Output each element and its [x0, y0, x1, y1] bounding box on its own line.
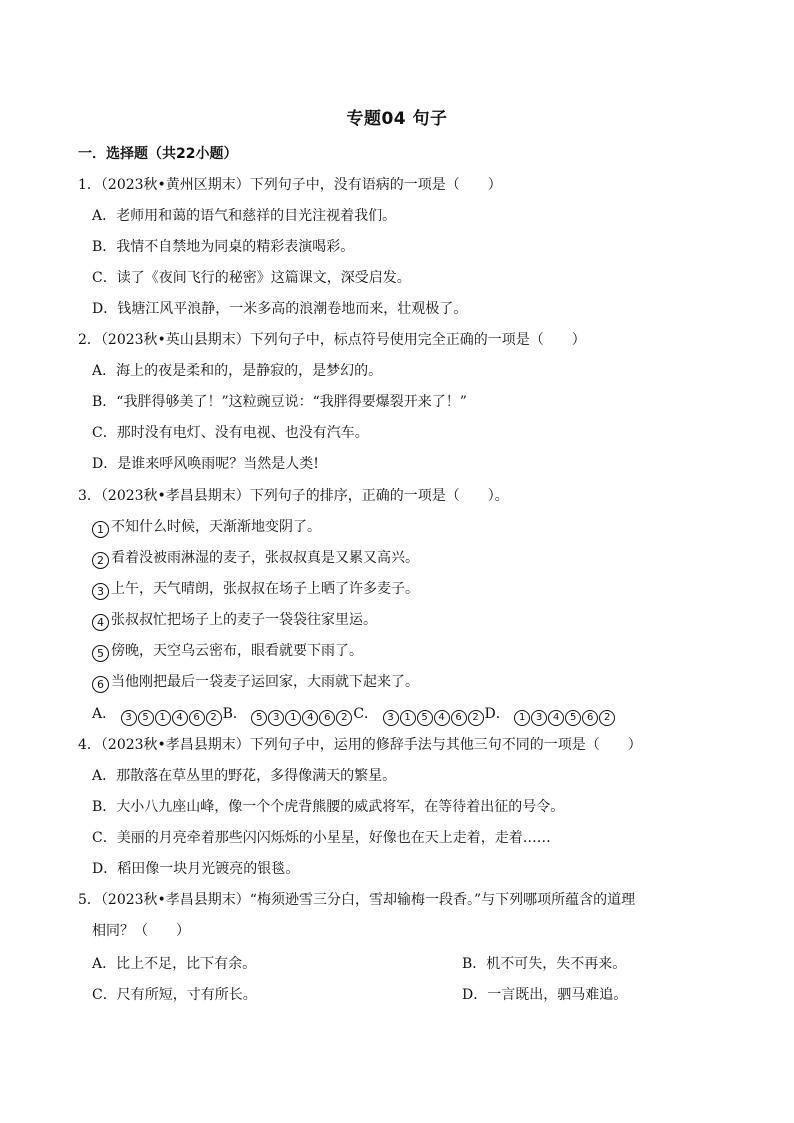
question-3-sentence-5 — [92, 641, 752, 662]
choice-label: D． — [484, 706, 510, 722]
circled-number: 1 — [285, 710, 301, 726]
circled-number: 3 — [268, 710, 284, 726]
question-5-options-row-2 — [92, 985, 752, 1005]
circled-number: 6 — [92, 676, 109, 693]
circled-number: 2 — [599, 710, 615, 726]
sentence-text: 上午，天气晴朗，张叔叔在场子上晒了许多麦子。 — [111, 581, 419, 597]
document-title: 专题04 句子 — [346, 109, 448, 129]
sentence-text: 不知什么时候，天渐渐地变阴了。 — [111, 519, 321, 535]
choice-label: A． — [92, 706, 117, 722]
choice-d — [485, 706, 617, 722]
circled-number: 2 — [206, 710, 222, 726]
question-3-sentence-6 — [92, 672, 752, 693]
circled-number: 5 — [92, 645, 109, 662]
section-heading: 一．选择题（共22小题） — [78, 146, 238, 162]
question-2-option-c: C．那时没有电灯、没有电视、也没有汽车。 — [92, 425, 369, 441]
circled-number: 6 — [189, 710, 205, 726]
circled-number: 5 — [138, 710, 154, 726]
question-1-stem: 1．（2023秋•黄州区期末）下列句子中，没有语病的一项是（ ） — [78, 177, 502, 193]
question-1-option-d: D．钱塘江风平浪静，一米多高的浪潮卷地而来，壮观极了。 — [92, 301, 468, 317]
question-1-option-c: C．读了《夜间飞行的秘密》这篇课文，深受启发。 — [92, 270, 411, 286]
circled-number: 4 — [172, 710, 188, 726]
circled-number: 1 — [92, 521, 109, 538]
question-4-option-c: C．美丽的月亮牵着那些闪闪烁烁的小星星，好像也在天上走着，走着…… — [92, 830, 551, 846]
question-3-sentence-3 — [92, 579, 752, 600]
circled-number: 5 — [565, 710, 581, 726]
question-3-stem: 3．（2023秋•孝昌县期末）下列句子的排序，正确的一项是（ ）。 — [78, 488, 509, 504]
choice-b — [223, 706, 354, 722]
circled-number: 1 — [400, 710, 416, 726]
question-3-sentence-2 — [92, 548, 752, 569]
choice-label: C． — [353, 706, 379, 722]
question-2-option-a: A．海上的夜是柔和的，是静寂的，是梦幻的。 — [92, 363, 383, 379]
circled-number: 2 — [92, 552, 109, 569]
circled-number: 3 — [92, 583, 109, 600]
sentence-text: 张叔叔忙把场子上的麦子一袋袋往家里运。 — [111, 612, 377, 628]
question-5-option-c: C．尺有所短，寸有所长。 — [92, 987, 257, 1003]
question-2-option-b: B．“我胖得够美了！”这粒豌豆说：“我胖得要爆裂开来了！” — [92, 394, 467, 410]
question-1-option-b: B．我情不自禁地为同桌的精彩表演喝彩。 — [92, 239, 355, 255]
circled-number: 4 — [434, 710, 450, 726]
circled-number: 3 — [121, 710, 137, 726]
question-5-option-d: D．一言既出，驷马难追。 — [462, 987, 628, 1003]
circled-number: 2 — [468, 710, 484, 726]
choice-a — [92, 706, 223, 722]
circled-number: 6 — [451, 710, 467, 726]
circled-number: 6 — [319, 710, 335, 726]
circled-number: 2 — [336, 710, 352, 726]
question-4-option-b: B．大小八九座山峰，像一个个虎背熊腰的威武将军，在等待着出征的号令。 — [92, 799, 565, 815]
question-5-option-a: A．比上不足，比下有余。 — [92, 956, 257, 972]
question-3-sentence-1 — [92, 517, 752, 538]
circled-number: 4 — [548, 710, 564, 726]
question-3-sentence-4 — [92, 610, 752, 631]
circled-number: 5 — [417, 710, 433, 726]
choice-label: B． — [222, 706, 247, 722]
circled-number: 5 — [251, 710, 267, 726]
sentence-text: 当他刚把最后一袋麦子运回家，大雨就下起来了。 — [111, 674, 419, 690]
question-5-stem-line2: 相同？（ ） — [92, 923, 190, 939]
circled-number: 4 — [92, 614, 109, 631]
question-4-option-a: A．那散落在草丛里的野花，多得像满天的繁星。 — [92, 768, 397, 784]
question-5-stem-line1: 5．（2023秋•孝昌县期末）“梅须逊雪三分白，雪却输梅一段香。”与下列哪项所蕴含的道理 — [78, 892, 636, 908]
circled-number: 1 — [155, 710, 171, 726]
question-2-option-d: D．是谁来呼风唤雨呢？当然是人类! — [92, 456, 319, 472]
question-4-option-d: D．稻田像一块月光镀亮的银毯。 — [92, 861, 300, 877]
sentence-text: 傍晚，天空乌云密布，眼看就要下雨了。 — [111, 643, 363, 659]
circled-number: 4 — [302, 710, 318, 726]
question-2-stem: 2．（2023秋•英山县期末）下列句子中，标点符号使用完全正确的一项是（ ） — [78, 332, 586, 348]
question-1-option-a: A．老师用和蔼的语气和慈祥的目光注视着我们。 — [92, 208, 397, 224]
question-5-option-b: B．机不可失，失不再来。 — [462, 956, 627, 972]
circled-number: 6 — [582, 710, 598, 726]
circled-number: 1 — [514, 710, 530, 726]
question-4-stem: 4．（2023秋•孝昌县期末）下列句子中，运用的修辞手法与其他三句不同的一项是（ ） — [78, 737, 642, 753]
circled-number: 3 — [531, 710, 547, 726]
sentence-text: 看着没被雨淋湿的麦子，张叔叔真是又累又高兴。 — [111, 550, 419, 566]
circled-number: 3 — [383, 710, 399, 726]
choice-c — [353, 706, 484, 722]
question-3-choices — [92, 704, 752, 726]
question-5-options-row-1 — [92, 954, 752, 974]
